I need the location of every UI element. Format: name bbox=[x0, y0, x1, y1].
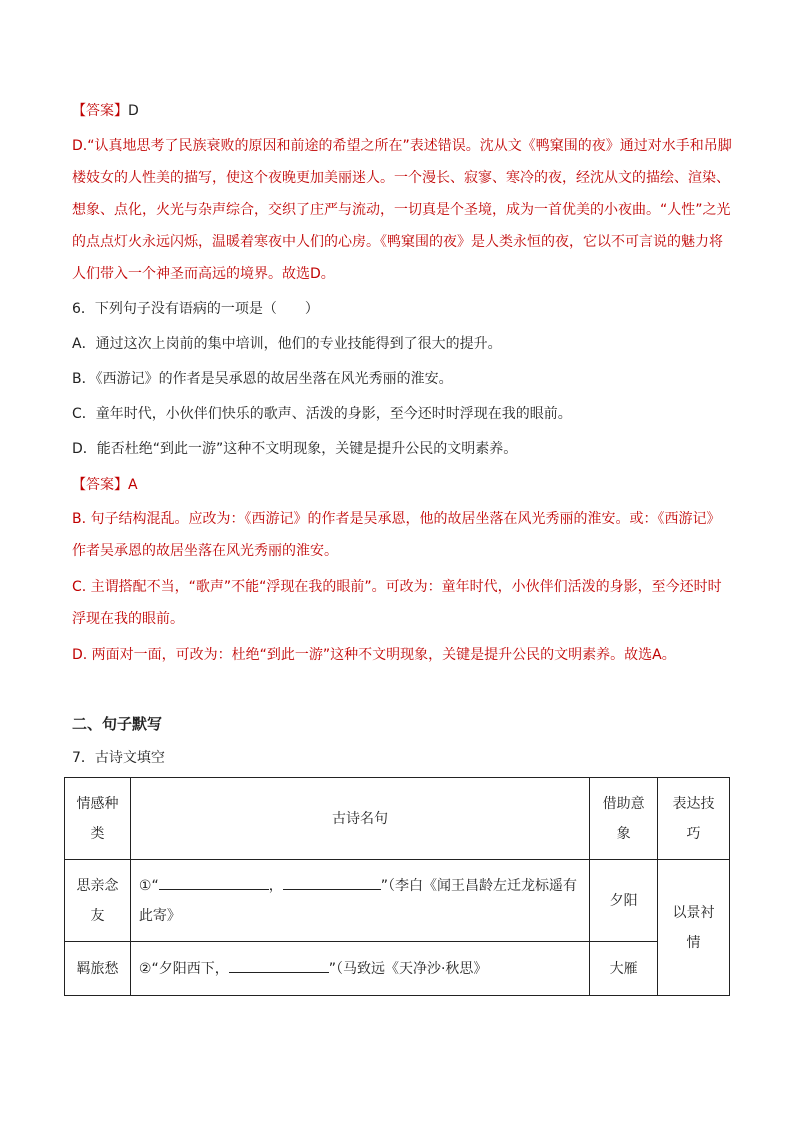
table-header-row bbox=[65, 778, 730, 860]
emotion-cell: 羁旅愁 bbox=[65, 942, 131, 996]
poem-text: ①“ bbox=[138, 877, 159, 894]
header-poem-line: 古诗名句 bbox=[130, 778, 589, 860]
image-cell: 大雁 bbox=[590, 942, 658, 996]
answer-label: 【答案】 bbox=[72, 477, 128, 493]
poem-line-cell bbox=[130, 860, 589, 942]
poem-text: ， bbox=[268, 877, 283, 894]
section-title: 二、句子默写 bbox=[72, 715, 163, 733]
fill-blank[interactable] bbox=[229, 956, 329, 973]
poem-text: ”（马致远《天净沙·秋思》 bbox=[328, 960, 488, 977]
explanation-line: 作者吴承恩的故居坐落在风光秀丽的淮安。 bbox=[72, 543, 338, 559]
explanation-line: 楼妓女的人性美的描写，使这个夜晚更加美丽迷人。一个漫长、寂寥、寒冷的夜，经沈从文的描绘、渲染、 bbox=[72, 170, 730, 186]
poem-text: ”（李白《闻王昌龄左迁龙标遥有此寄》 bbox=[138, 877, 577, 924]
fill-blank[interactable] bbox=[283, 873, 381, 890]
header-image: 借助意象 bbox=[590, 778, 658, 860]
answer-label: 【答案】 bbox=[72, 103, 128, 119]
explanation-line: C. 主谓搭配不当，“歌声”不能“浮现在我的眼前”。可改为：童年时代，小伙伴们活泼的身影，至今还时时 bbox=[72, 579, 722, 595]
explanation-line: B. 句子结构混乱。应改为：《西游记》的作者是吴承恩，他的故居坐落在风光秀丽的淮安。或：《西游记》 bbox=[72, 511, 721, 527]
technique-cell: 以景衬情 bbox=[658, 860, 730, 996]
option-b: B．《西游记》的作者是吴承恩的故居坐落在风光秀丽的淮安。 bbox=[72, 371, 453, 387]
explanation-line: 人们带入一个神圣而高远的境界。故选D。 bbox=[72, 266, 335, 282]
emotion-cell: 思亲念友 bbox=[65, 860, 131, 942]
explanation-line: 的点点灯火永远闪烁，温暖着寒夜中人们的心房。《鸭窠围的夜》是人类永恒的夜，它以不可言说的魅力将 bbox=[72, 234, 723, 250]
poem-line-cell bbox=[130, 942, 589, 996]
question-stem: 6．下列句子没有语病的一项是（ ） bbox=[72, 301, 319, 317]
image-cell: 夕阳 bbox=[590, 860, 658, 942]
option-c: C．童年时代，小伙伴们快乐的歌声、活泼的身影，至今还时时浮现在我的眼前。 bbox=[72, 406, 572, 422]
poetry-table bbox=[64, 777, 730, 996]
q6-answer-line bbox=[72, 475, 138, 495]
explanation-line: D.“认真地思考了民族衰败的原因和前途的希望之所在”表述错误。沈从文《鸭窠围的夜》通过对水手和吊脚 bbox=[72, 138, 732, 154]
option-d: D．能否杜绝“到此一游”这种不文明现象，关键是提升公民的文明素养。 bbox=[72, 441, 518, 457]
explanation-line: 想象、点化，火光与杂声综合，交织了庄严与流动，一切真是个圣境，成为一首优美的小夜曲。“人性”之光 bbox=[72, 202, 731, 218]
answer-value: D bbox=[128, 103, 139, 119]
question-stem: 7．古诗文填空 bbox=[72, 750, 165, 766]
header-technique: 表达技巧 bbox=[658, 778, 730, 860]
header-emotion: 情感种类 bbox=[65, 778, 131, 860]
option-a: A．通过这次上岗前的集中培训，他们的专业技能得到了很大的提升。 bbox=[72, 336, 502, 352]
q5-answer-line bbox=[72, 101, 139, 121]
table-row bbox=[65, 860, 730, 942]
poem-text: ②“夕阳西下， bbox=[138, 960, 229, 977]
explanation-line: D. 两面对一面，可改为：杜绝“到此一游”这种不文明现象，关键是提升公民的文明素养。故选A。 bbox=[72, 647, 676, 663]
fill-blank[interactable] bbox=[159, 873, 269, 890]
table-row bbox=[65, 942, 730, 996]
explanation-line: 浮现在我的眼前。 bbox=[72, 611, 184, 627]
answer-value: A bbox=[128, 477, 138, 493]
